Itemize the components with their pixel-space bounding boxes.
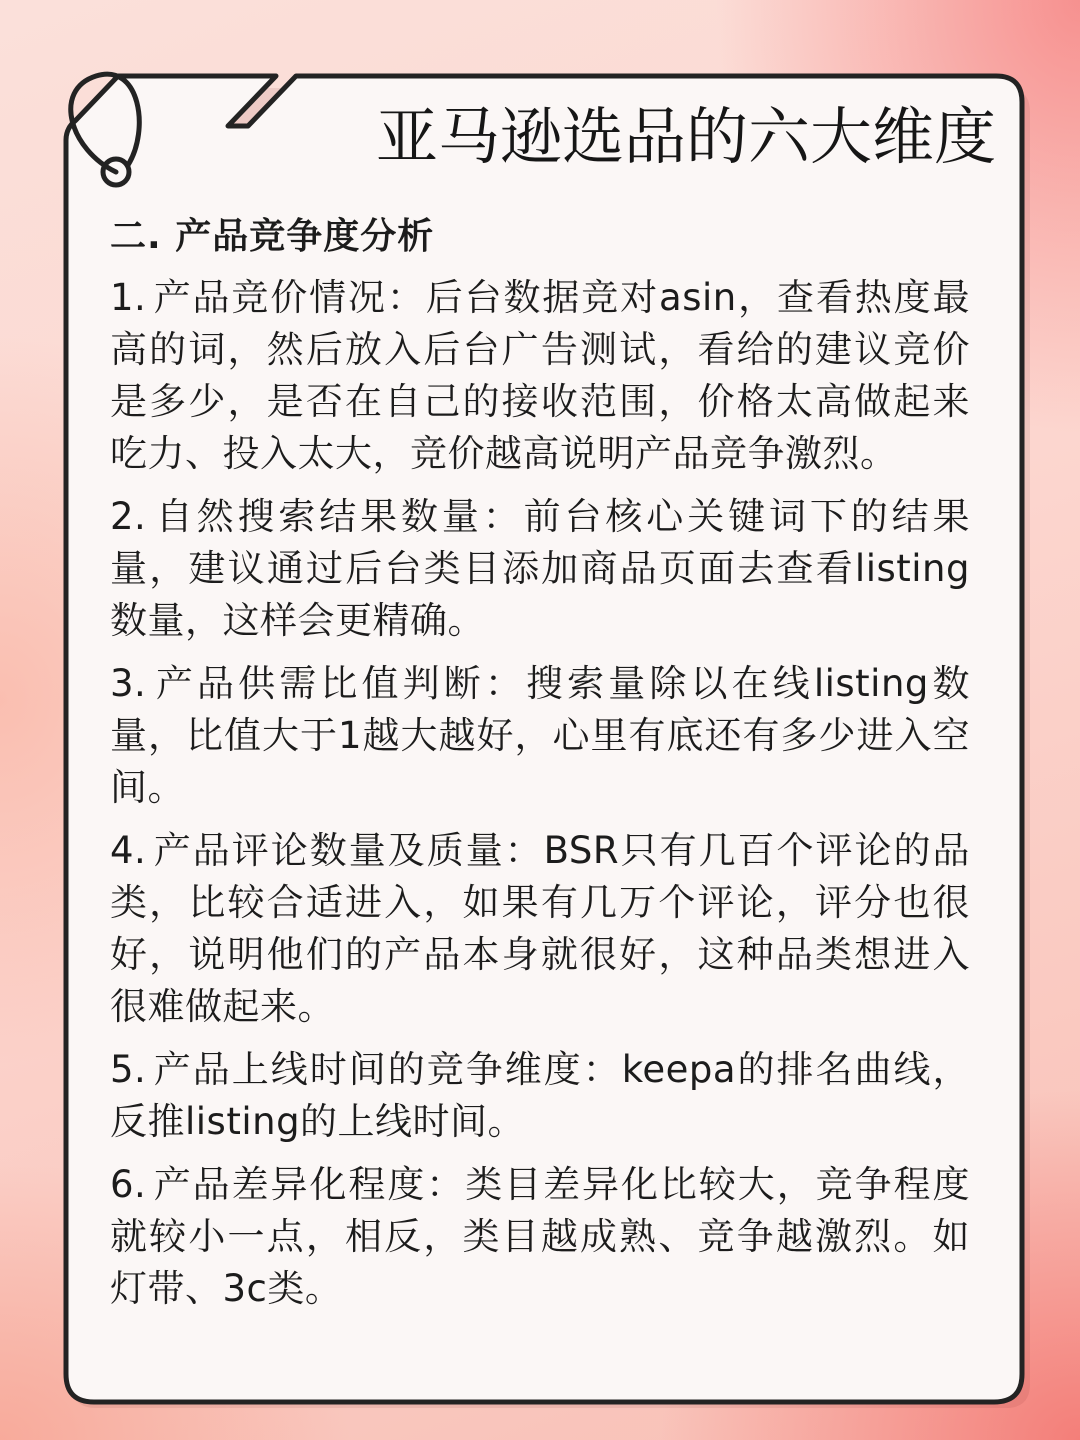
list-item-4 bbox=[110, 825, 970, 1033]
list-item-2 bbox=[110, 491, 970, 647]
list-item-6 bbox=[110, 1159, 970, 1315]
page-title: 亚马逊选品的六大维度 bbox=[376, 100, 997, 173]
item-text: 自然搜索结果数量：前台核心关键词下的结果量，建议通过后台类目添加商品页面去查看listing数量，这样会更精确。 bbox=[110, 495, 970, 642]
section-heading: 二. 产品竞争度分析 bbox=[110, 216, 435, 257]
item-number: 2. bbox=[110, 495, 147, 538]
item-number: 1. bbox=[110, 276, 147, 319]
item-number: 4. bbox=[110, 829, 147, 872]
list-item-3 bbox=[110, 658, 970, 814]
list-item-5 bbox=[110, 1044, 970, 1148]
item-number: 6. bbox=[110, 1163, 147, 1206]
item-text: 产品评论数量及质量：BSR只有几百个评论的品类，比较合适进入，如果有几万个评论，评分也很好，说明他们的产品本身就很好，这种品类想进入很难做起来。 bbox=[110, 829, 970, 1028]
article-body bbox=[110, 210, 970, 1326]
item-number: 5. bbox=[110, 1048, 147, 1091]
item-number: 3. bbox=[110, 662, 147, 705]
item-text: 产品上线时间的竞争维度：keepa的排名曲线，反推listing的上线时间。 bbox=[110, 1048, 970, 1143]
item-text: 产品竞价情况：后台数据竞对asin，查看热度最高的词，然后放入后台广告测试，看给的建议竞价是多少，是否在自己的接收范围，价格太高做起来吃力、投入太大，竞价越高说明产品竞争激烈。 bbox=[110, 276, 970, 475]
item-text: 产品供需比值判断：搜索量除以在线listing数量，比值大于1越大越好，心里有底还有多少进入空间。 bbox=[110, 662, 970, 809]
list-item-1 bbox=[110, 272, 970, 480]
item-text: 产品差异化程度：类目差异化比较大，竞争程度就较小一点，相反，类目越成熟、竞争越激烈。如灯带、3c类。 bbox=[110, 1163, 970, 1310]
